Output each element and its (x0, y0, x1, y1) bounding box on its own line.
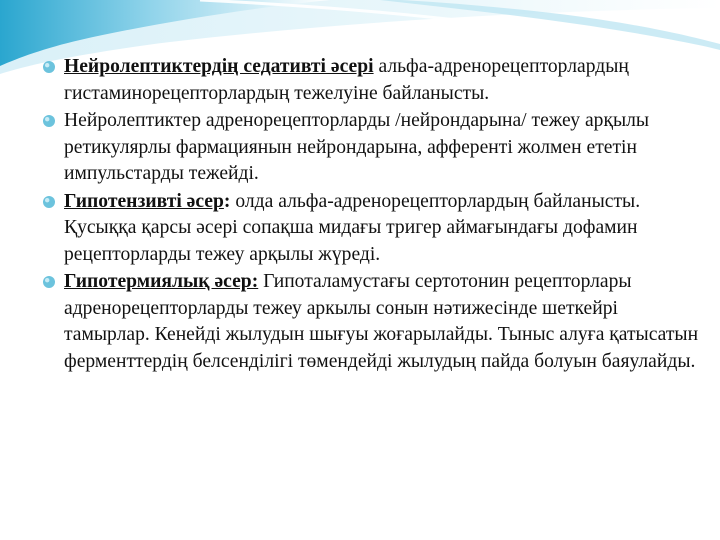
item-term: Гипотензивті әсер (64, 190, 224, 212)
item-term-suffix: : (223, 190, 231, 212)
item-text: Гипоталамустағы сертотонин рецепторлары адренорецепторларды тежеу аркылы сонын нәтижесінде шеткейрі тамырлар. Кенейді жылудын шығуы жоғарылайды. Тыныс алуға қатысатын ферменттердің белсенділігі төмендейді жылудың пайда болуын баяулайды. (64, 271, 699, 372)
item-term: Нейролептиктердің седативті әсері (64, 56, 374, 77)
bullet-item-hypotensive (42, 189, 702, 269)
bullet-item-sedative (42, 54, 702, 107)
item-term: Гипотермиялық әсер: (64, 271, 259, 292)
item-text: олда альфа-адренорецепторлардың байланысты. Қусыққа қарсы әсері сопақша мидағы тригер аймағындағы дофамин рецепторларды тежеу арқылы жүреді. (64, 190, 641, 265)
circle-bullet-icon (42, 275, 56, 289)
slide-content (42, 54, 702, 376)
item-text: альфа-адренорецепторлардың гистаминорецепторлардың тежелуіне байланысты. (64, 56, 629, 104)
circle-bullet-icon (42, 195, 56, 209)
bullet-item-neuroleptics (42, 108, 702, 188)
bullet-list (42, 54, 702, 375)
circle-bullet-icon (42, 114, 56, 128)
circle-bullet-icon (42, 60, 56, 74)
item-text: Нейролептиктер адренорецепторларды /нейрондарына/ тежеу арқылы ретикулярлы фармациянын нейрондарына, афферентi жолмен ететiн импульстарды тежейдi. (64, 110, 650, 184)
bullet-item-hypothermic (42, 269, 702, 375)
